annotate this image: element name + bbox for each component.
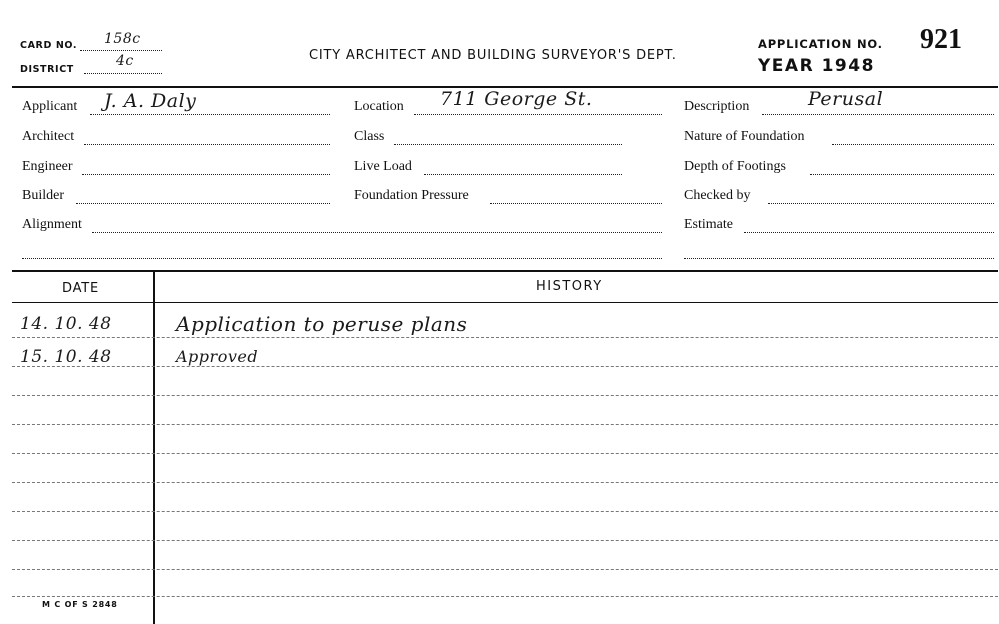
class-label: Class bbox=[354, 129, 385, 144]
history-row-2-entry: Approved bbox=[176, 347, 259, 366]
estimate-label: Estimate bbox=[684, 217, 733, 232]
checked-by-label: Checked by bbox=[684, 188, 751, 203]
history-rule-line bbox=[12, 366, 998, 367]
alignment-label: Alignment bbox=[22, 217, 82, 232]
date-header: DATE bbox=[62, 281, 100, 296]
application-no-label: APPLICATION NO. bbox=[758, 37, 883, 51]
history-rule-line bbox=[12, 395, 998, 396]
description-label: Description bbox=[684, 99, 750, 114]
description-value: Perusal bbox=[808, 88, 884, 110]
history-top-rule bbox=[12, 270, 998, 272]
location-value: 711 George St. bbox=[440, 88, 593, 110]
live-load-label: Live Load bbox=[354, 159, 412, 174]
architect-label: Architect bbox=[22, 129, 75, 144]
nature-of-foundation-label: Nature of Foundation bbox=[684, 129, 805, 144]
foundation-pressure-label: Foundation Pressure bbox=[354, 188, 469, 203]
date-column-divider bbox=[153, 270, 155, 624]
history-rule-line bbox=[12, 540, 998, 541]
history-rule-line bbox=[12, 511, 998, 512]
history-row-2-date: 15. 10. 48 bbox=[20, 347, 112, 367]
history-rule-line bbox=[12, 424, 998, 425]
history-rule-line bbox=[12, 482, 998, 483]
year-label: YEAR 1948 bbox=[758, 56, 875, 76]
card-no-line bbox=[80, 50, 162, 51]
form-code: M C OF S 2848 bbox=[42, 600, 118, 609]
application-no-value: 921 bbox=[920, 24, 962, 55]
district-line bbox=[84, 73, 162, 74]
history-rule-line bbox=[12, 569, 998, 570]
card-no-value: 158c bbox=[104, 31, 141, 47]
history-row-1-date: 14. 10. 48 bbox=[20, 314, 112, 334]
history-rule-line bbox=[12, 337, 998, 338]
history-header-rule bbox=[12, 302, 998, 303]
depth-of-footings-label: Depth of Footings bbox=[684, 159, 786, 174]
applicant-label: Applicant bbox=[22, 99, 78, 114]
applicant-value: J. A. Daly bbox=[104, 90, 197, 112]
history-rule-line bbox=[12, 596, 998, 597]
builder-label: Builder bbox=[22, 188, 64, 203]
history-row-1-entry: Application to peruse plans bbox=[176, 312, 468, 336]
engineer-label: Engineer bbox=[22, 159, 73, 174]
district-label: DISTRICT bbox=[20, 64, 74, 75]
district-value: 4c bbox=[116, 53, 134, 69]
card-no-label: CARD NO. bbox=[20, 40, 78, 51]
history-rule-line bbox=[12, 453, 998, 454]
history-header: HISTORY bbox=[536, 279, 603, 294]
dept-title: CITY ARCHITECT AND BUILDING SURVEYOR'S DEPT. bbox=[309, 48, 677, 63]
location-label: Location bbox=[354, 99, 404, 114]
